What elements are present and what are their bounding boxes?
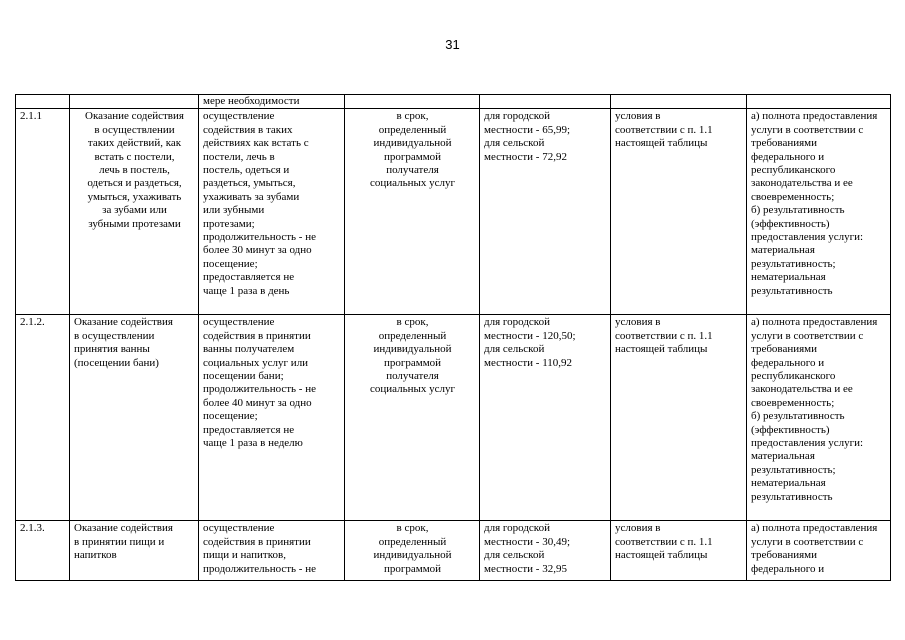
cell-cost: для городской местности - 120,50; для сельской местности - 110,92 — [480, 315, 611, 521]
cell-number: 2.1.3. — [16, 521, 70, 581]
cell-conditions: условия в соответствии с п. 1.1 настоящей таблицы — [611, 109, 747, 315]
cell-empty — [70, 95, 199, 109]
cell-cost: для городской местности - 65,99; для сельской местности - 72,92 — [480, 109, 611, 315]
table-row — [16, 315, 891, 521]
table-row — [16, 521, 891, 581]
cell-empty — [480, 95, 611, 109]
cell-quality: а) полнота предоставления услуги в соответствии с требованиями федерального и — [747, 521, 891, 581]
cell-conditions: условия в соответствии с п. 1.1 настоящей таблицы — [611, 521, 747, 581]
cell-service-name: Оказание содействия в принятии пищи и напитков — [70, 521, 199, 581]
cell-number: 2.1.2. — [16, 315, 70, 521]
cell-empty — [611, 95, 747, 109]
cell-service-content: осуществление содействия в принятии пищи и напитков, продолжительность - не — [199, 521, 345, 581]
cell-empty — [747, 95, 891, 109]
cell-term: в срок, определенный индивидуальной программой получателя социальных услуг — [345, 109, 480, 315]
table-row-continuation — [16, 95, 891, 109]
cell-term: в срок, определенный индивидуальной программой — [345, 521, 480, 581]
cell-continuation: мере необходимости — [199, 95, 345, 109]
cell-term: в срок, определенный индивидуальной программой получателя социальных услуг — [345, 315, 480, 521]
cell-service-content: осуществление содействия в таких действиях как встать с постели, лечь в постель, одеться и раздеться, умыться, ухаживать за зубами или зубными протезами; продолжительность - не более 30 минут за одно посещение; предоставляется не чаще 1 раза в день — [199, 109, 345, 315]
cell-service-name: Оказание содействия в осуществлении принятия ванны (посещении бани) — [70, 315, 199, 521]
table-row — [16, 109, 891, 315]
cell-quality: а) полнота предоставления услуги в соответствии с требованиями федерального и республиканского законодательства и ее своевременность; б) результативность (эффективность) предоставления услуги: материальная результативность; нематериальная результативность — [747, 109, 891, 315]
cell-empty — [16, 95, 70, 109]
page-number: 31 — [445, 37, 460, 52]
services-table — [15, 94, 891, 581]
cell-service-name: Оказание содействия в осуществлении таких действий, как встать с постели, лечь в постель, одеться и раздеться, умыться, ухаживать за зубами или зубными протезами — [70, 109, 199, 315]
cell-number: 2.1.1 — [16, 109, 70, 315]
cell-empty — [345, 95, 480, 109]
cell-conditions: условия в соответствии с п. 1.1 настоящей таблицы — [611, 315, 747, 521]
cell-cost: для городской местности - 30,49; для сельской местности - 32,95 — [480, 521, 611, 581]
cell-quality: а) полнота предоставления услуги в соответствии с требованиями федерального и республиканского законодательства и ее своевременность; б) результативность (эффективность) предоставления услуги: материальная результативность; нематериальная результативность — [747, 315, 891, 521]
cell-service-content: осуществление содействия в принятии ванны получателем социальных услуг или посещении бани; продолжительность - не более 40 минут за одно посещение; предоставляется не чаще 1 раза в неделю — [199, 315, 345, 521]
